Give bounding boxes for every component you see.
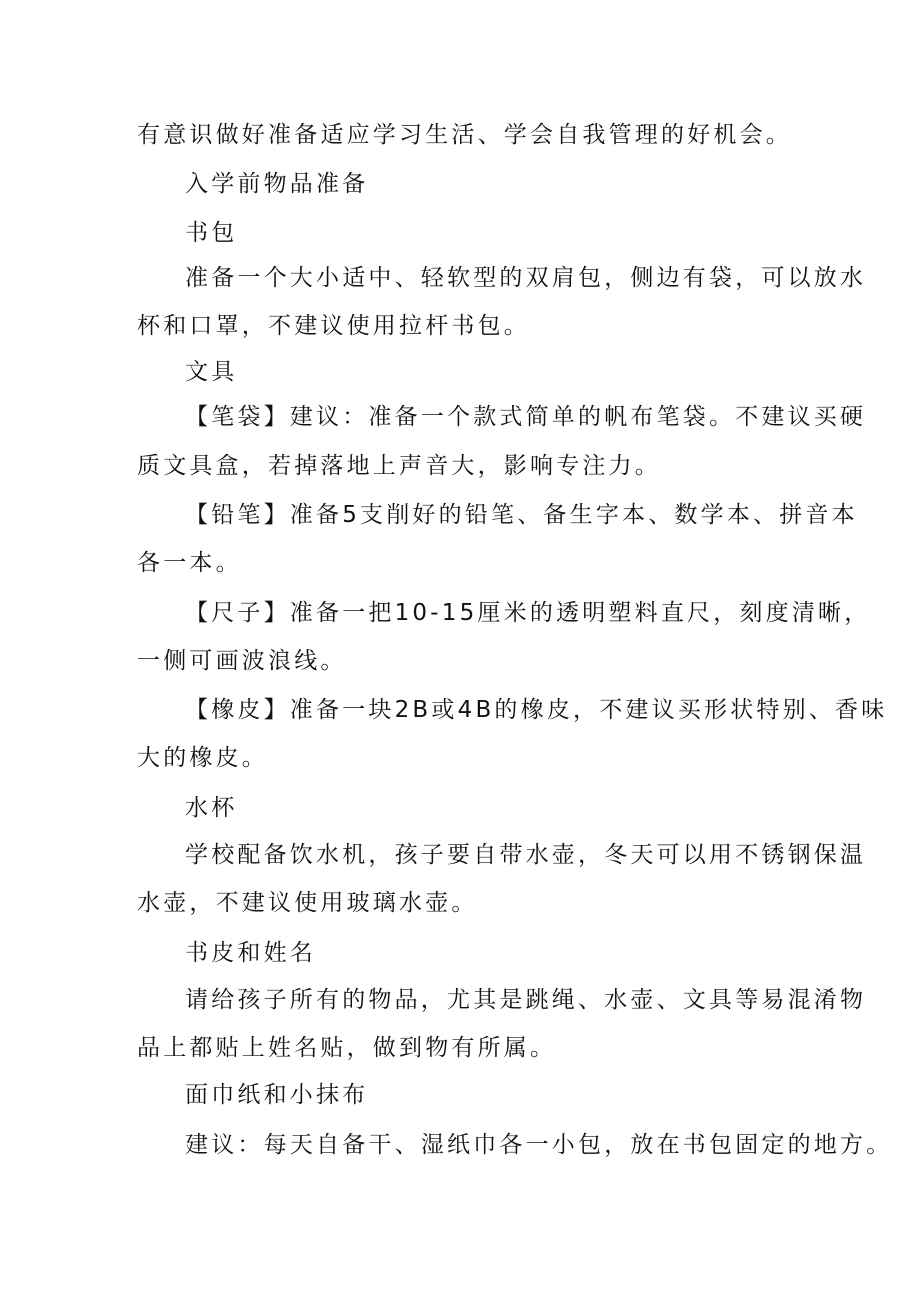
ruler-text-line: 【尺子】准备一把10-15厘米的透明塑料直尺，刻度清晰， bbox=[185, 600, 871, 626]
book-cover-text-line: 请给孩子所有的物品，尤其是跳绳、水壶、文具等易混淆物 bbox=[185, 987, 867, 1013]
pencil-text-line: 各一本。 bbox=[137, 550, 242, 576]
paragraph-continuation: 有意识做好准备适应学习生活、学会自我管理的好机会。 bbox=[137, 122, 792, 148]
schoolbag-text-line: 杯和口罩，不建议使用拉杆书包。 bbox=[137, 313, 530, 339]
subheading-water-cup: 水杯 bbox=[185, 795, 238, 821]
pencil-text-line: 【铅笔】准备5支削好的铅笔、备生字本、数学本、拼音本 bbox=[185, 502, 858, 528]
water-cup-text-line: 水壶，不建议使用玻璃水壶。 bbox=[137, 890, 478, 916]
eraser-text-line: 大的橡皮。 bbox=[137, 745, 268, 771]
tissues-text-line: 建议：每天自备干、湿纸巾各一小包，放在书包固定的地方。 bbox=[185, 1132, 893, 1158]
water-cup-text-line: 学校配备饮水机，孩子要自带水壶，冬天可以用不锈钢保温 bbox=[185, 842, 867, 868]
ruler-text-line: 一侧可画波浪线。 bbox=[137, 648, 347, 674]
book-cover-text-line: 品上都贴上姓名贴，做到物有所属。 bbox=[137, 1035, 557, 1061]
pencil-case-text-line: 【笔袋】建议：准备一个款式简单的帆布笔袋。不建议买硬 bbox=[185, 404, 867, 430]
section-heading-preparation: 入学前物品准备 bbox=[185, 171, 369, 197]
pencil-case-text-line: 质文具盒，若掉落地上声音大，影响专注力。 bbox=[137, 453, 661, 479]
subheading-stationery: 文具 bbox=[185, 359, 238, 385]
subheading-schoolbag: 书包 bbox=[185, 220, 238, 246]
eraser-text-line: 【橡皮】准备一块2B或4B的橡皮，不建议买形状特别、香味 bbox=[185, 697, 888, 723]
subheading-tissues-and-cloth: 面巾纸和小抹布 bbox=[185, 1082, 369, 1108]
subheading-book-cover-and-name: 书皮和姓名 bbox=[185, 940, 316, 966]
schoolbag-text-line: 准备一个大小适中、轻软型的双肩包，侧边有袋，可以放水 bbox=[185, 265, 867, 291]
